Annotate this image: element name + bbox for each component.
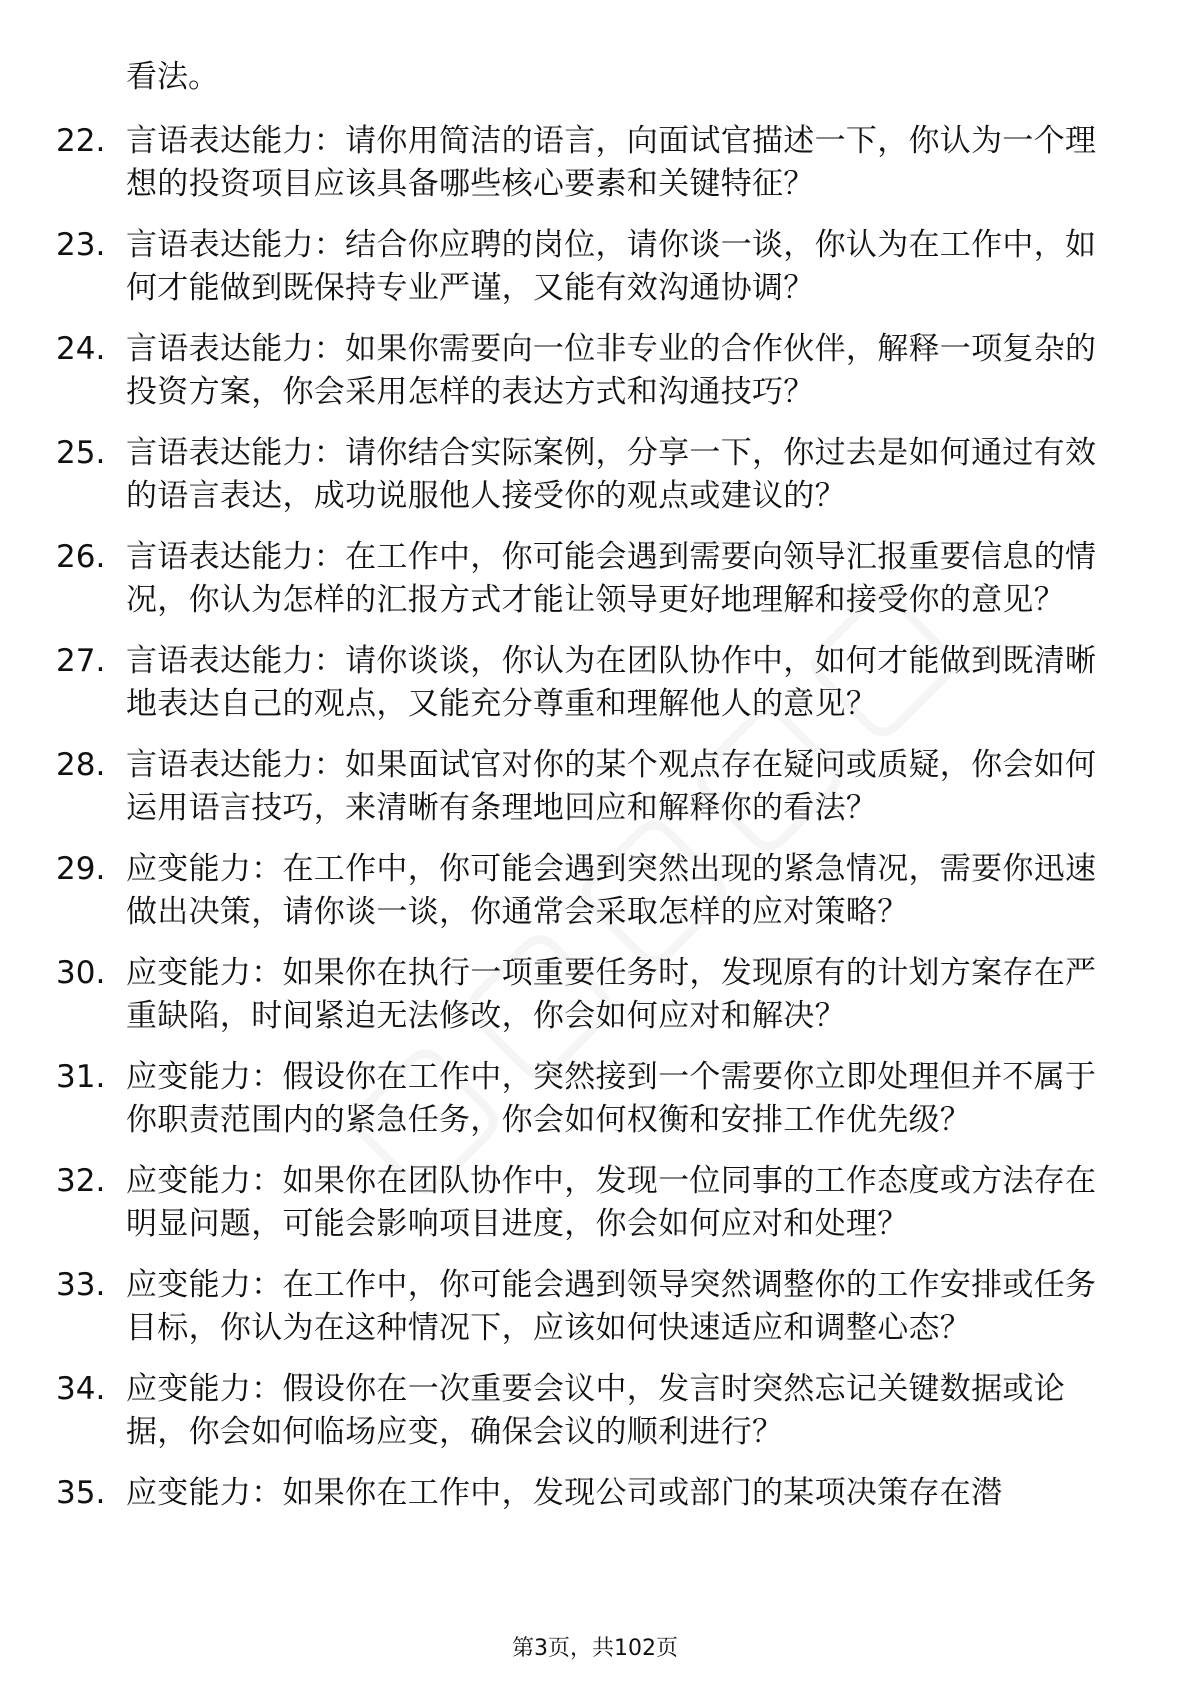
question-text: 言语表达能力：请你结合实际案例，分享一下，你过去是如何通过有效的语言表达，成功说服他人接受你的观点或建议的？ — [126, 435, 1097, 514]
question-number: 32. — [56, 1163, 106, 1199]
question-item — [0, 536, 1190, 622]
question-text: 言语表达能力：请你谈谈，你认为在团队协作中，如何才能做到既清晰地表达自己的观点，又能充分尊重和理解他人的意见？ — [126, 643, 1097, 722]
question-number: 23. — [56, 227, 106, 263]
question-text: 应变能力：在工作中，你可能会遇到领导突然调整你的工作安排或任务目标，你认为在这种情况下，应该如何快速适应和调整心态？ — [126, 1267, 1097, 1346]
question-list — [0, 120, 1190, 1533]
question-number: 28. — [56, 747, 106, 783]
question-item — [0, 328, 1190, 414]
question-number: 34. — [56, 1371, 106, 1407]
question-item — [0, 120, 1190, 206]
question-number: 29. — [56, 851, 106, 887]
question-item — [0, 224, 1190, 310]
question-item — [0, 1056, 1190, 1142]
question-text: 言语表达能力：如果面试官对你的某个观点存在疑问或质疑，你会如何运用语言技巧，来清晰有条理地回应和解释你的看法？ — [126, 747, 1097, 826]
question-number: 33. — [56, 1267, 106, 1303]
question-number: 35. — [56, 1475, 106, 1511]
question-text: 言语表达能力：请你用简洁的语言，向面试官描述一下，你认为一个理想的投资项目应该具备哪些核心要素和关键特征？ — [126, 123, 1097, 202]
question-number: 22. — [56, 123, 106, 159]
question-item — [0, 848, 1190, 934]
question-text: 言语表达能力：如果你需要向一位非专业的合作伙伴，解释一项复杂的投资方案，你会采用怎样的表达方式和沟通技巧？ — [126, 331, 1097, 410]
question-text: 应变能力：假设你在一次重要会议中，发言时突然忘记关键数据或论据，你会如何临场应变，确保会议的顺利进行？ — [126, 1371, 1065, 1450]
question-item — [0, 952, 1190, 1038]
question-text: 言语表达能力：在工作中，你可能会遇到需要向领导汇报重要信息的情况，你认为怎样的汇报方式才能让领导更好地理解和接受你的意见？ — [126, 539, 1097, 618]
question-text: 应变能力：如果你在团队协作中，发现一位同事的工作态度或方法存在明显问题，可能会影响项目进度，你会如何应对和处理？ — [126, 1163, 1097, 1242]
question-text: 言语表达能力：结合你应聘的岗位，请你谈一谈，你认为在工作中，如何才能做到既保持专业严谨，又能有效沟通协调？ — [126, 227, 1097, 306]
question-number: 24. — [56, 331, 106, 367]
question-item — [0, 1472, 1190, 1515]
question-text: 应变能力：在工作中，你可能会遇到突然出现的紧急情况，需要你迅速做出决策，请你谈一谈，你通常会采取怎样的应对策略？ — [126, 851, 1097, 930]
question-number: 31. — [56, 1059, 106, 1095]
question-number: 27. — [56, 643, 106, 679]
question-text: 应变能力：如果你在工作中，发现公司或部门的某项决策存在潜 — [126, 1475, 1003, 1511]
question-text: 应变能力：如果你在执行一项重要任务时，发现原有的计划方案存在严重缺陷，时间紧迫无法修改，你会如何应对和解决？ — [126, 955, 1097, 1034]
question-item — [0, 1368, 1190, 1454]
continuation-text: 看法。 — [126, 59, 219, 95]
question-item — [0, 640, 1190, 726]
question-item — [0, 432, 1190, 518]
question-item — [0, 1264, 1190, 1350]
question-item — [0, 744, 1190, 830]
question-text: 应变能力：假设你在工作中，突然接到一个需要你立即处理但并不属于你职责范围内的紧急任务，你会如何权衡和安排工作优先级？ — [126, 1059, 1097, 1138]
question-number: 26. — [56, 539, 106, 575]
page-footer: 第3页，共102页 — [512, 1636, 678, 1661]
question-number: 25. — [56, 435, 106, 471]
question-item — [0, 1160, 1190, 1246]
question-number: 30. — [56, 955, 106, 991]
